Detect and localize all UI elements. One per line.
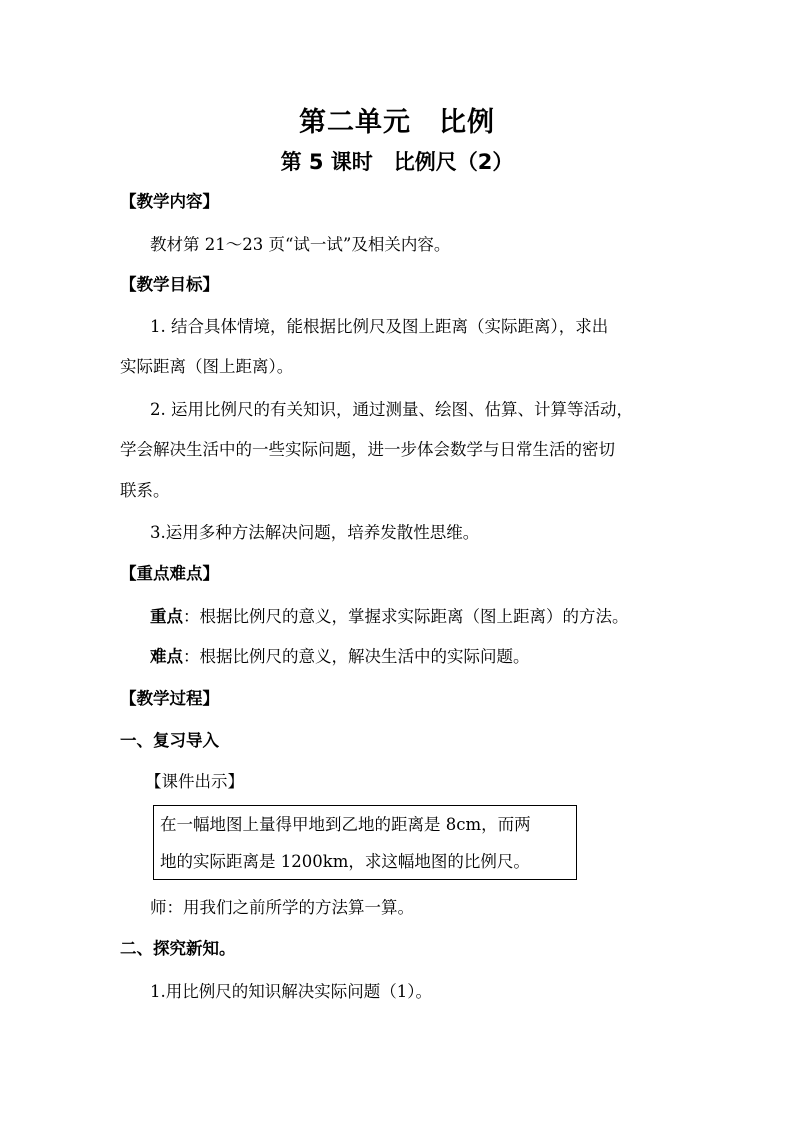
part-1-heading: 一、复习导入 [120,731,219,750]
unit-title: 第二单元 比例 [299,107,495,138]
goal-2-line-3: 联系。 [120,481,170,500]
goal-3: 3.运用多种方法解决问题，培养发散性思维。 [150,523,480,542]
goal-1-line-2: 实际距离（图上距离）。 [120,357,294,376]
courseware-label: 【课件出示】 [145,772,244,791]
goal-2-line-1: 2. 运用比例尺的有关知识，通过测量、绘图、估算、计算等活动， [150,400,633,419]
goal-2-line-2: 学会解决生活中的一些实际问题，进一步体会数学与日常生活的密切 [120,440,615,459]
content-heading: 【教学内容】 [120,192,219,211]
problem-box-line-1: 在一幅地图上量得甲地到乙地的距离是 8cm，而两 [160,815,531,834]
difficulty-text: ：根据比例尺的意义，解决生活中的实际问题。 [183,647,530,666]
problem-box-line-2: 地的实际距离是 1200km，求这幅地图的比例尺。 [160,852,530,871]
content-text: 教材第 21～23 页“试一试”及相关内容。 [150,235,451,254]
keypoints-heading: 【重点难点】 [120,564,219,583]
difficulty-label: 难点 [150,647,183,666]
lesson-title: 第 5 课时 比例尺（2） [280,150,514,174]
teacher-line: 师：用我们之前所学的方法算一算。 [150,898,414,917]
part-2-heading: 二、探究新知。 [120,939,236,958]
process-heading: 【教学过程】 [120,689,219,708]
goals-heading: 【教学目标】 [120,275,219,294]
key-point-text: ：根据比例尺的意义，掌握求实际距离（图上距离）的方法。 [183,607,629,626]
item-1: 1.用比例尺的知识解决实际问题（1）。 [150,982,432,1001]
key-point-label: 重点 [150,607,183,626]
difficulty-line [150,645,720,669]
goal-1-line-1: 1. 结合具体情境，能根据比例尺及图上距离（实际距离），求出 [150,317,609,336]
key-point-line [150,605,720,629]
